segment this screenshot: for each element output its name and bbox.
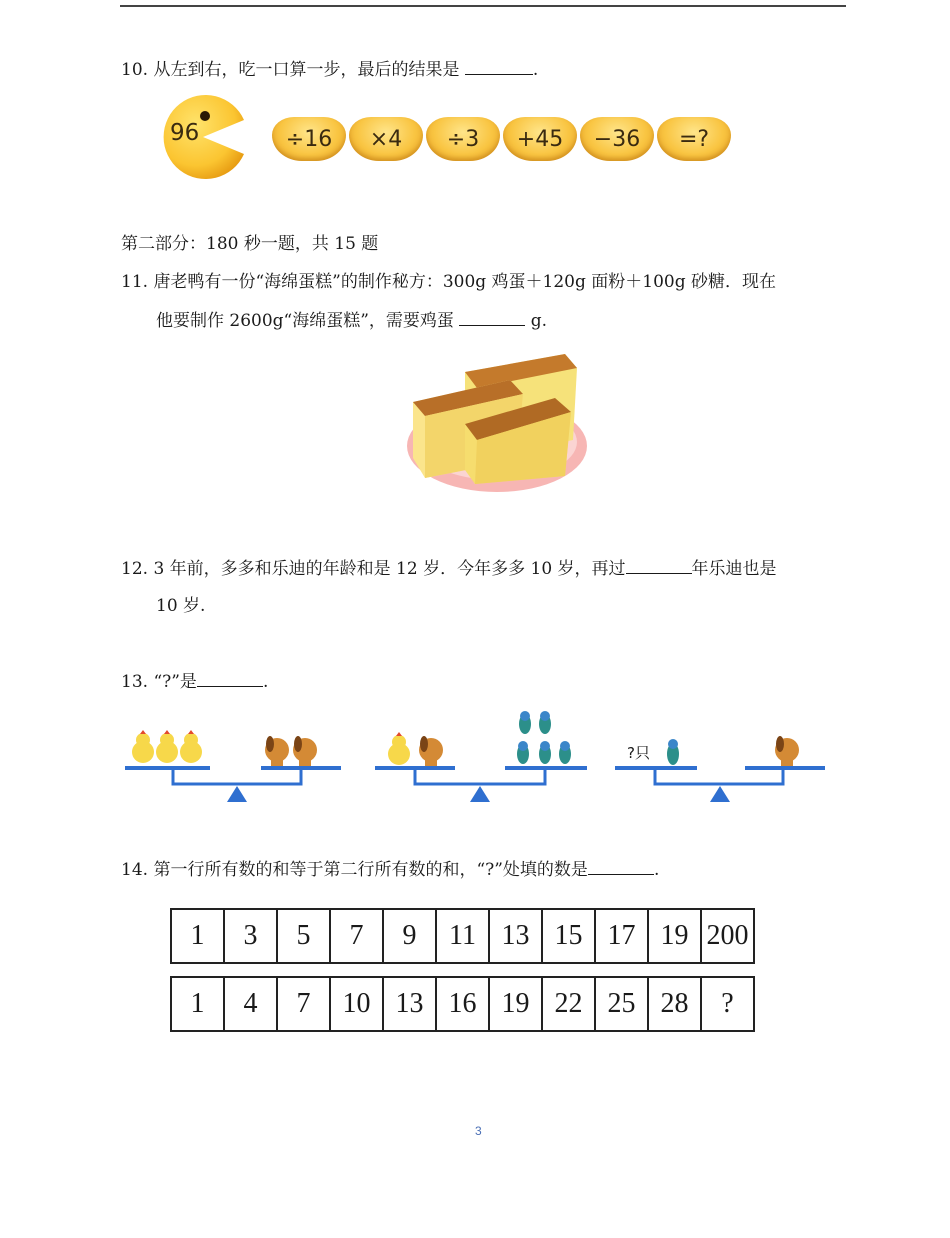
unknown-count-label: ?只 [627, 744, 650, 762]
question-10: 10. 从左到右，吃一口算一步，最后的结果是 . [121, 60, 539, 80]
balance-scale-1 [125, 728, 345, 806]
step-pill-1: ÷16 [272, 117, 346, 161]
step-pill-4: +45 [503, 117, 577, 161]
dog-icon [293, 736, 317, 766]
cell: 1 [171, 977, 224, 1031]
cell: 25 [595, 977, 648, 1031]
step-pill-6: =? [657, 117, 731, 161]
cell: 1 [171, 909, 224, 963]
cell: 19 [648, 909, 701, 963]
cell: 3 [224, 909, 277, 963]
cell: 200 [701, 909, 754, 963]
answer-blank-14[interactable] [588, 858, 654, 875]
number-row-2 [170, 976, 755, 1032]
parrot-icon [517, 741, 529, 764]
cell: 7 [330, 909, 383, 963]
step-pill-3: ÷3 [426, 117, 500, 161]
answer-blank-12[interactable] [626, 557, 692, 574]
cell: 11 [436, 909, 489, 963]
cell: 4 [224, 977, 277, 1031]
question-12-line-1: 12. 3 年前，多多和乐迪的年龄和是 12 岁．今年多多 10 岁，再过 年乐迪也是 [121, 559, 777, 579]
chick-icon [180, 730, 202, 763]
step-pill-2: ×4 [349, 117, 423, 161]
start-number: 96 [170, 120, 200, 146]
cell: 7 [277, 977, 330, 1031]
cell: 10 [330, 977, 383, 1031]
balance-scale-3 [615, 728, 830, 806]
step-pill-5: −36 [580, 117, 654, 161]
question-11-line-1: 11. 唐老鸭有一份“海绵蛋糕”的制作秘方：300g 鸡蛋＋120g 面粉＋100g 砂糖．现在 [121, 272, 777, 292]
answer-blank-11[interactable] [459, 309, 525, 326]
parrot-icon [667, 739, 679, 765]
part-2-heading: 第二部分：180 秒一题，共 15 题 [121, 234, 379, 254]
cell: 19 [489, 977, 542, 1031]
cell: 28 [648, 977, 701, 1031]
answer-blank-13[interactable] [197, 670, 263, 687]
parrot-icon [539, 711, 551, 734]
page-number: 3 [475, 1124, 482, 1138]
header-rule [120, 5, 846, 7]
cell: 17 [595, 909, 648, 963]
chick-icon [156, 730, 178, 763]
dog-icon [265, 736, 289, 766]
dog-icon [419, 736, 443, 766]
cell: 22 [542, 977, 595, 1031]
cell: 9 [383, 909, 436, 963]
parrot-icon [559, 741, 571, 764]
cell: 15 [542, 909, 595, 963]
dog-icon [775, 736, 799, 766]
parrot-icon [539, 741, 551, 764]
cell: 13 [489, 909, 542, 963]
cell: 5 [277, 909, 330, 963]
pacman-icon [160, 94, 246, 180]
question-10-text: 10. 从左到右，吃一口算一步，最后的结果是 [121, 60, 465, 80]
balance-scale-2 [375, 710, 595, 806]
question-12-line-2: 10 岁. [156, 596, 206, 616]
unknown-cell[interactable]: ? [701, 977, 754, 1031]
chick-icon [388, 732, 410, 765]
question-11-line-2: 他要制作 2600g“海绵蛋糕”，需要鸡蛋 g. [156, 311, 548, 331]
question-13: 13. “?”是 . [121, 672, 269, 692]
cell: 16 [436, 977, 489, 1031]
parrot-icon [519, 711, 531, 734]
cell: 13 [383, 977, 436, 1031]
question-14: 14. 第一行所有数的和等于第二行所有数的和，“?”处填的数是 . [121, 860, 660, 880]
chick-icon [132, 730, 154, 763]
sponge-cake-image [405, 348, 590, 498]
answer-blank-10[interactable] [465, 58, 533, 75]
number-row-1 [170, 908, 755, 964]
